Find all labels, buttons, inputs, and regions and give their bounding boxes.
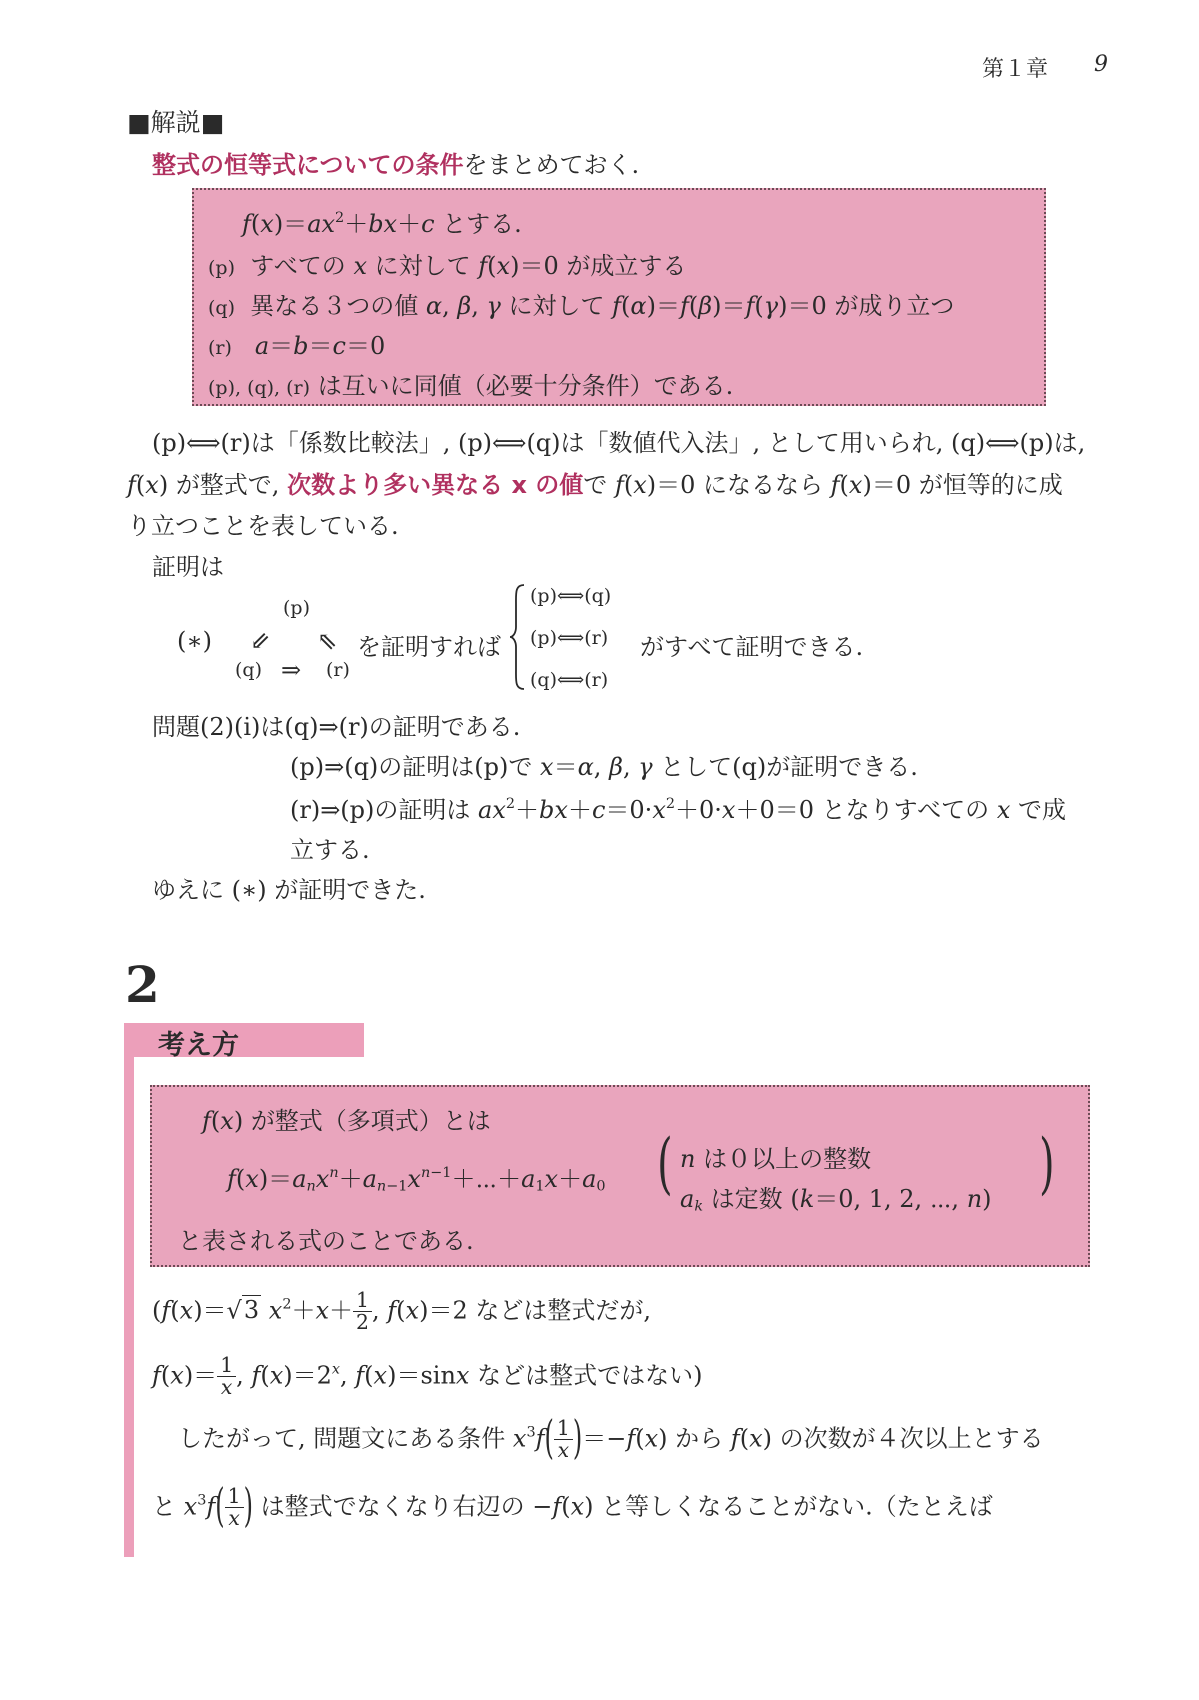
box1-line1-text: とする. [442,210,522,238]
brace-item-1: (p)⟺(q) [530,585,612,607]
box1-line-p: (p) すべての x に対して f(x)＝0 が成立する [208,252,687,280]
label-r: (r) [208,337,232,359]
text2-1: と [152,1492,176,1521]
diagram-r: (r) [326,659,350,681]
diagram-q: (q) [235,659,262,681]
condition-box [192,188,1046,406]
p-text-3: が成立する [566,252,687,280]
cond-line2: $a_k$ は定数 (k＝0, 1, 2, ⋯, n) [680,1185,992,1215]
page-number: 9 [1094,52,1108,77]
def-formula: $f(x)=a_nx^n+a_{n-1}x^{n-1}+\cdots+a_1x+a_0$ [227,1164,606,1195]
brace-item-3: (q)⟺(r) [530,669,609,691]
label-q: (q) [208,297,235,319]
proof-rp-line2: 立する. [290,836,370,864]
star-label: (∗) [177,627,213,655]
proof-pq: (p)⇒(q)の証明は(p)で x＝α, β, γ として(q)が証明できる. [290,753,918,781]
para1-b4: が恒等的に成 [918,471,1063,499]
arrow-right: ⇒ [281,656,302,684]
para1-b2: で [583,471,608,499]
example-line1: (f(x)＝√3 $x^2+x+$ $\frac{1}{2}$ , f(x)＝2 などは整式だが, [152,1288,651,1335]
arrow-down-left: ⇙ [250,627,271,655]
intro-emphasis: 整式の恒等式についての条件 [152,151,464,179]
proof-rp-1: (r)⇒(p)の証明は [290,796,471,824]
kangae-side-bar [124,1057,134,1557]
brace-tail: がすべて証明できる. [640,633,864,661]
p-text-2: に対して [374,252,471,280]
definition-box [150,1085,1090,1267]
para1-b1: が整式で, [175,471,280,499]
def-line1-text: が整式（多項式）とは [250,1107,491,1135]
cond-paren-right: ) [1039,1125,1055,1202]
text-line2: と $x^3f$( $\frac{1}{x}$ ) は整式でなくなり右辺の −f(x) と等しくなることがない.（たとえば [152,1479,993,1534]
proof-middle-text: を証明すれば [357,633,501,661]
para1-line1: (p)⟺(r)は「係数比較法」, (p)⟺(q)は「数値代入法」, として用いられ, (q)⟺(p)は, [152,429,1086,457]
proof-pq-2: として(q)が証明できる. [660,753,918,781]
intro-rest: をまとめておく. [463,151,640,179]
cond-line1: n は０以上の整数 [680,1145,872,1173]
mondai-line: 問題(2)(i)は(q)⇒(r)の証明である. [152,713,521,741]
yue-line: ゆえに (∗) が証明できた. [152,876,426,904]
proof-rp: (r)⇒(p)の証明は $ax^2+bx+c=0\cdot x^2+0\cdot x+0=0$ となりすべての x で成 [290,795,1066,824]
para1-emphasis: 次数より多い異なる x の値 [287,471,584,499]
label-p: (p) [208,257,235,279]
proof-intro: 証明は [152,553,224,581]
para1-b3: になるなら [703,471,824,499]
box1-line-q: (q) 異なる３つの値 α, β, γ に対して f(α)＝f(β)＝f(γ)＝0 が成り立つ [208,292,955,320]
section-number: 2 [125,955,160,1014]
equiv-text: は互いに同値（必要十分条件）である. [317,372,734,400]
text1-2: から [675,1424,724,1453]
text1-1: したがって, 問題文にある条件 [178,1424,506,1453]
proof-pq-1: (p)⇒(q)の証明は(p)で [290,753,533,781]
example-line2: f(x)＝ $\frac{1}{x}$ , $f(x)=2^x$, f(x)＝sinx などは整式ではない) [152,1353,703,1400]
example1-text: などは整式だが, [475,1296,651,1325]
brace-item-2: (p)⟺(r) [530,627,609,649]
box1-line1: $f(x)=ax^2+bx+c$ とする. [242,209,522,238]
p-text-1: すべての [250,252,346,280]
box1-line-r: (r) a＝b＝c＝0 [208,332,386,360]
q-text-2: に対して [508,292,605,320]
arrow-up-right: ⇖ [317,627,338,655]
cond-paren-left: ( [657,1125,673,1202]
curly-brace [508,583,528,691]
kangae-title: 考え方 [158,1030,239,1061]
example2-text: などは整式ではない) [477,1361,703,1390]
q-text-3: が成り立つ [834,292,955,320]
text1-3: の次数が４次以上とする [779,1424,1044,1453]
section-title-kaisetsu: ■解説■ [127,108,225,137]
q-text-1: 異なる３つの値 [250,292,419,320]
chapter-label: 第１章 [982,57,1049,82]
proof-rp-2: となりすべての [821,796,990,824]
diagram-p: (p) [283,597,310,619]
text2-2: は整式でなくなり右辺の [260,1492,525,1521]
def-line3: と表される式のことである. [178,1227,474,1255]
para1-line2: f(x) が整式で, 次数より多い異なる x の値で f(x)＝0 になるなら f(x)＝0 が恒等的に成 [127,471,1063,499]
cond1-text: は０以上の整数 [703,1145,872,1173]
text-line1: したがって, 問題文にある条件 $x^3f$( $\frac{1}{x}$ )＝−f(x) から f(x) の次数が４次以上とする [178,1411,1044,1466]
proof-rp-3: で成 [1018,796,1066,824]
equiv-labels: (p), (q), (r) [208,377,311,399]
para1-line3: り立つことを表している. [127,512,399,540]
box1-line-equiv [208,366,733,401]
kaisetsu-intro [152,145,639,180]
cond2-text: は定数 [710,1185,783,1213]
def-line1: f(x) が整式（多項式）とは [202,1107,491,1135]
text2-3: と等しくなることがない.（たとえば [601,1492,993,1521]
